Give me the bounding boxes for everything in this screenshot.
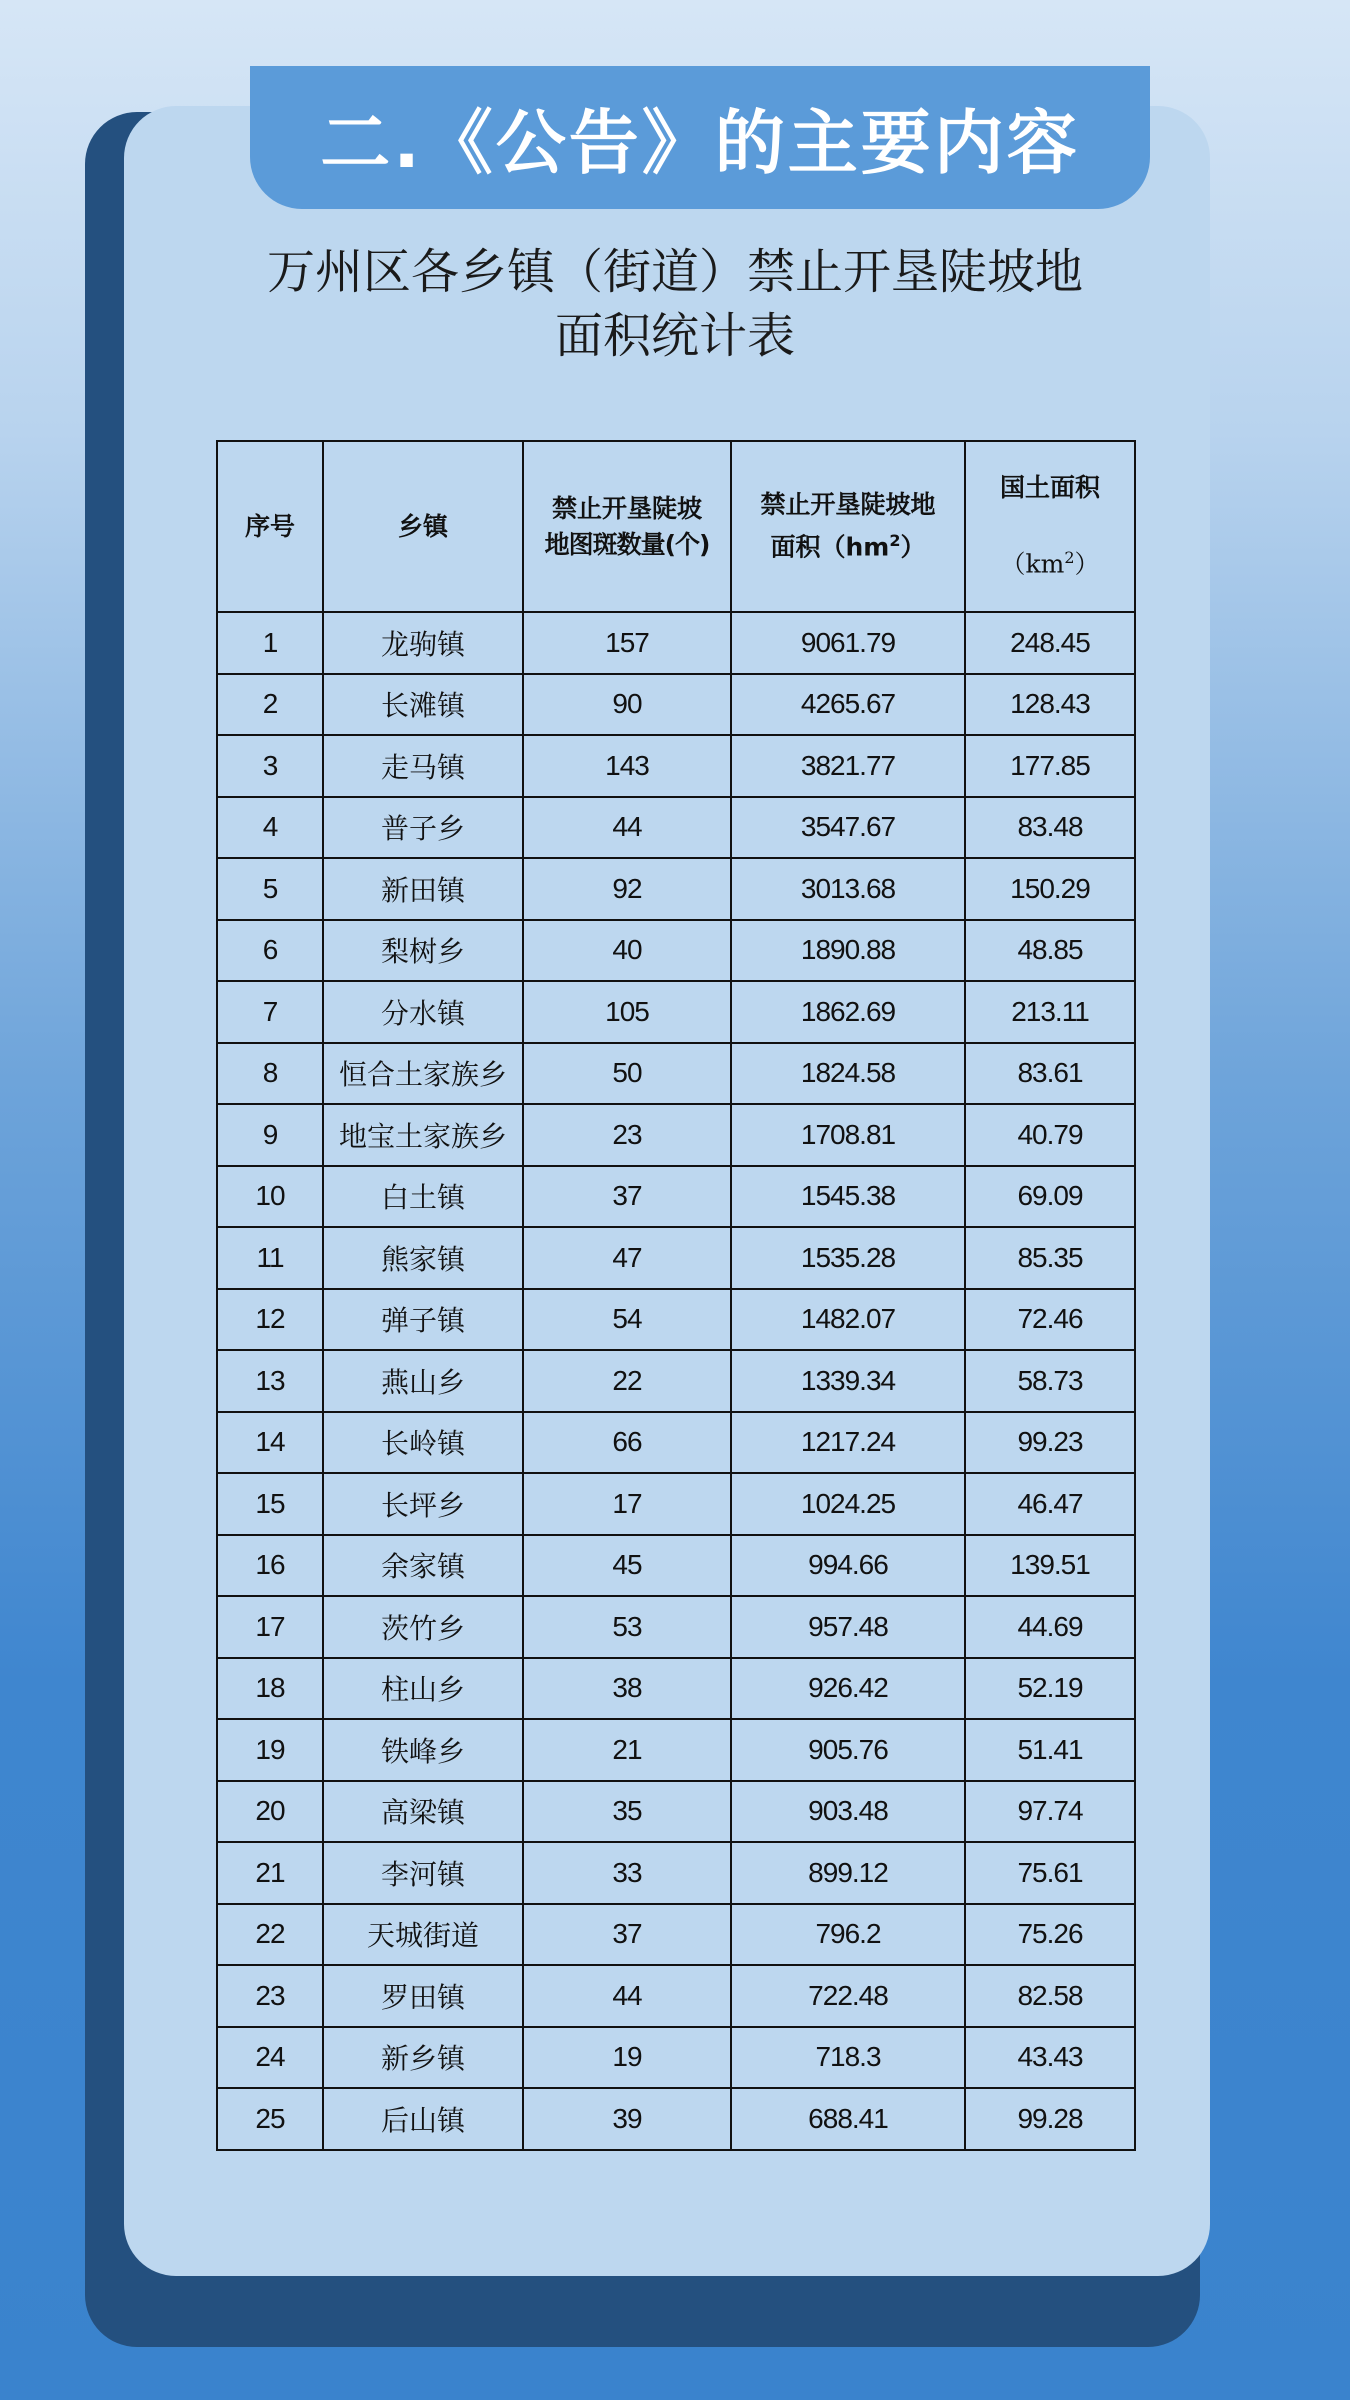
cell-area: 899.12 (731, 1842, 965, 1904)
cell-index: 24 (217, 2027, 323, 2089)
cell-count: 45 (523, 1535, 731, 1597)
cell-area: 1024.25 (731, 1473, 965, 1535)
cell-town: 熊家镇 (323, 1227, 523, 1289)
cell-land-area: 52.19 (965, 1658, 1135, 1720)
cell-town: 余家镇 (323, 1535, 523, 1597)
table-row (217, 1412, 1135, 1474)
table-row (217, 674, 1135, 736)
cell-town: 罗田镇 (323, 1965, 523, 2027)
cell-index: 23 (217, 1965, 323, 2027)
cell-index: 11 (217, 1227, 323, 1289)
cell-index: 13 (217, 1350, 323, 1412)
cell-area: 994.66 (731, 1535, 965, 1597)
cell-town: 新田镇 (323, 858, 523, 920)
cell-town: 走马镇 (323, 735, 523, 797)
table-row (217, 735, 1135, 797)
table-row (217, 1719, 1135, 1781)
cell-land-area: 150.29 (965, 858, 1135, 920)
table-row (217, 1904, 1135, 1966)
cell-land-area: 75.61 (965, 1842, 1135, 1904)
table-row (217, 1965, 1135, 2027)
cell-count: 54 (523, 1289, 731, 1351)
cell-index: 5 (217, 858, 323, 920)
cell-land-area: 83.48 (965, 797, 1135, 859)
cell-land-area: 48.85 (965, 920, 1135, 982)
cell-area: 1482.07 (731, 1289, 965, 1351)
cell-land-area: 99.28 (965, 2088, 1135, 2150)
cell-town: 弹子镇 (323, 1289, 523, 1351)
cell-area: 1890.88 (731, 920, 965, 982)
table-row (217, 920, 1135, 982)
header-area: 禁止开垦陡坡地 面积$(hm^2)$ (731, 441, 965, 612)
cell-count: 38 (523, 1658, 731, 1720)
cell-area: 3547.67 (731, 797, 965, 859)
table-row (217, 1658, 1135, 1720)
cell-area: 903.48 (731, 1781, 965, 1843)
cell-count: 33 (523, 1842, 731, 1904)
cell-area: 926.42 (731, 1658, 965, 1720)
cell-count: 22 (523, 1350, 731, 1412)
cell-town: 恒合土家族乡 (323, 1043, 523, 1105)
cell-count: 44 (523, 797, 731, 859)
cell-index: 6 (217, 920, 323, 982)
cell-count: 35 (523, 1781, 731, 1843)
cell-index: 22 (217, 1904, 323, 1966)
cell-index: 7 (217, 981, 323, 1043)
header-index: 序号 (217, 441, 323, 612)
cell-count: 47 (523, 1227, 731, 1289)
cell-area: 1824.58 (731, 1043, 965, 1105)
cell-area: 9061.79 (731, 612, 965, 674)
cell-land-area: 75.26 (965, 1904, 1135, 1966)
table-body (217, 612, 1135, 2150)
cell-land-area: 213.11 (965, 981, 1135, 1043)
cell-land-area: 43.43 (965, 2027, 1135, 2089)
cell-land-area: 44.69 (965, 1596, 1135, 1658)
table-row (217, 858, 1135, 920)
cell-land-area: 83.61 (965, 1043, 1135, 1105)
cell-index: 25 (217, 2088, 323, 2150)
cell-count: 90 (523, 674, 731, 736)
cell-land-area: 99.23 (965, 1412, 1135, 1474)
cell-land-area: 51.41 (965, 1719, 1135, 1781)
table-row (217, 797, 1135, 859)
cell-area: 1339.34 (731, 1350, 965, 1412)
cell-town: 普子乡 (323, 797, 523, 859)
cell-town: 分水镇 (323, 981, 523, 1043)
cell-count: 66 (523, 1412, 731, 1474)
cell-town: 茨竹乡 (323, 1596, 523, 1658)
cell-area: 1708.81 (731, 1104, 965, 1166)
table-row (217, 1289, 1135, 1351)
section-banner (250, 66, 1150, 209)
cell-index: 15 (217, 1473, 323, 1535)
table-row (217, 1166, 1135, 1228)
cell-land-area: 128.43 (965, 674, 1135, 736)
cell-index: 19 (217, 1719, 323, 1781)
table-row (217, 2027, 1135, 2089)
table-row (217, 981, 1135, 1043)
cell-index: 3 (217, 735, 323, 797)
cell-land-area: 177.85 (965, 735, 1135, 797)
cell-town: 后山镇 (323, 2088, 523, 2150)
cell-town: 地宝土家族乡 (323, 1104, 523, 1166)
cell-land-area: 139.51 (965, 1535, 1135, 1597)
cell-town: 白土镇 (323, 1166, 523, 1228)
cell-index: 17 (217, 1596, 323, 1658)
cell-index: 1 (217, 612, 323, 674)
cell-land-area: 248.45 (965, 612, 1135, 674)
cell-count: 40 (523, 920, 731, 982)
table-title (180, 240, 1170, 368)
cell-count: 37 (523, 1904, 731, 1966)
table-row (217, 1535, 1135, 1597)
cell-count: 44 (523, 1965, 731, 2027)
table-row (217, 1781, 1135, 1843)
cell-town: 天城街道 (323, 1904, 523, 1966)
cell-index: 12 (217, 1289, 323, 1351)
cell-index: 16 (217, 1535, 323, 1597)
cell-index: 4 (217, 797, 323, 859)
header-count: 禁止开垦陡坡 地图斑数量(个) (523, 441, 731, 612)
cell-area: 722.48 (731, 1965, 965, 2027)
table-row (217, 1350, 1135, 1412)
cell-area: 3013.68 (731, 858, 965, 920)
cell-count: 17 (523, 1473, 731, 1535)
cell-count: 39 (523, 2088, 731, 2150)
cell-town: 龙驹镇 (323, 612, 523, 674)
cell-index: 14 (217, 1412, 323, 1474)
cell-area: 1535.28 (731, 1227, 965, 1289)
cell-area: 1217.24 (731, 1412, 965, 1474)
cell-town: 长坪乡 (323, 1473, 523, 1535)
cell-area: 718.3 (731, 2027, 965, 2089)
cell-town: 长岭镇 (323, 1412, 523, 1474)
cell-count: 92 (523, 858, 731, 920)
cell-town: 高梁镇 (323, 1781, 523, 1843)
cell-town: 梨树乡 (323, 920, 523, 982)
cell-town: 燕山乡 (323, 1350, 523, 1412)
cell-count: 21 (523, 1719, 731, 1781)
table-row (217, 612, 1135, 674)
cell-count: 143 (523, 735, 731, 797)
table-title-line2: 面积统计表 (554, 308, 795, 364)
table-row (217, 1227, 1135, 1289)
cell-index: 20 (217, 1781, 323, 1843)
cell-area: 4265.67 (731, 674, 965, 736)
cell-index: 10 (217, 1166, 323, 1228)
cell-land-area: 40.79 (965, 1104, 1135, 1166)
cell-count: 23 (523, 1104, 731, 1166)
cell-land-area: 58.73 (965, 1350, 1135, 1412)
table-row (217, 1842, 1135, 1904)
table-header-row (217, 441, 1135, 612)
table-row (217, 1596, 1135, 1658)
cell-town: 新乡镇 (323, 2027, 523, 2089)
cell-count: 53 (523, 1596, 731, 1658)
cell-land-area: 82.58 (965, 1965, 1135, 2027)
cell-land-area: 72.46 (965, 1289, 1135, 1351)
cell-land-area: 46.47 (965, 1473, 1135, 1535)
table-row (217, 1473, 1135, 1535)
cell-count: 105 (523, 981, 731, 1043)
cell-land-area: 69.09 (965, 1166, 1135, 1228)
banner-title: 二.《公告》的主要内容 (320, 102, 1080, 184)
cell-land-area: 97.74 (965, 1781, 1135, 1843)
cell-land-area: 85.35 (965, 1227, 1135, 1289)
cell-index: 8 (217, 1043, 323, 1105)
cell-town: 长滩镇 (323, 674, 523, 736)
header-land-area: 国土面积 $(km^2)$ (965, 441, 1135, 612)
cell-count: 19 (523, 2027, 731, 2089)
cell-index: 9 (217, 1104, 323, 1166)
cell-area: 957.48 (731, 1596, 965, 1658)
cell-area: 796.2 (731, 1904, 965, 1966)
cell-area: 688.41 (731, 2088, 965, 2150)
cell-town: 李河镇 (323, 1842, 523, 1904)
header-town: 乡镇 (323, 441, 523, 612)
cell-town: 铁峰乡 (323, 1719, 523, 1781)
cell-index: 21 (217, 1842, 323, 1904)
table-title-line1: 万州区各乡镇（街道）禁止开垦陡坡地 (266, 244, 1083, 300)
table-row (217, 1043, 1135, 1105)
cell-area: 905.76 (731, 1719, 965, 1781)
table-row (217, 2088, 1135, 2150)
cell-area: 1862.69 (731, 981, 965, 1043)
cell-area: 1545.38 (731, 1166, 965, 1228)
cell-count: 50 (523, 1043, 731, 1105)
cell-index: 2 (217, 674, 323, 736)
cell-index: 18 (217, 1658, 323, 1720)
statistics-table (216, 440, 1136, 2151)
cell-area: 3821.77 (731, 735, 965, 797)
cell-count: 37 (523, 1166, 731, 1228)
cell-count: 157 (523, 612, 731, 674)
table-row (217, 1104, 1135, 1166)
cell-town: 柱山乡 (323, 1658, 523, 1720)
